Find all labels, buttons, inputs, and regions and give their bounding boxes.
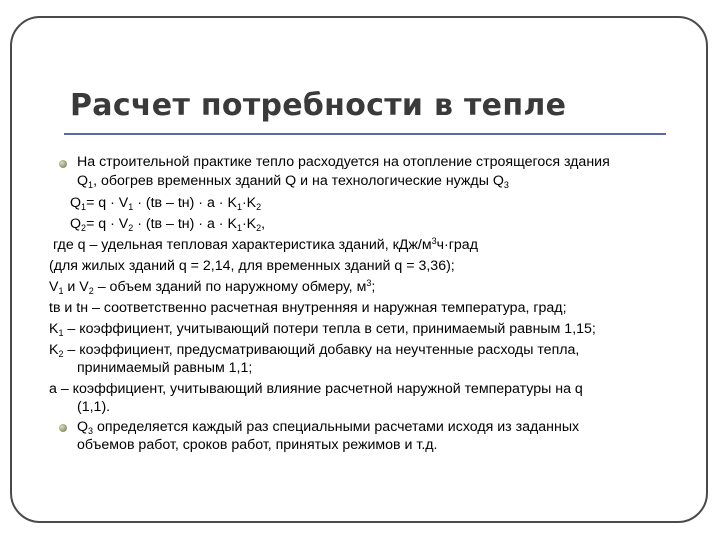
- subscript: 2: [81, 223, 87, 233]
- subscript: 2: [88, 286, 94, 296]
- text-run: ·K: [241, 195, 257, 211]
- text-run: где q – удельная тепловая характеристика зданий, кДж/м: [53, 237, 432, 253]
- subscript: 2: [128, 223, 134, 233]
- text-run: ·K: [241, 216, 257, 232]
- text-run: , обогрев временных зданий Q и на технологические нужды Q: [93, 173, 504, 189]
- text-line: [77, 417, 579, 437]
- subscript: 2: [256, 223, 262, 233]
- text-line: [77, 358, 252, 378]
- subscript: 1: [88, 180, 94, 190]
- subscript: 3: [88, 426, 94, 436]
- text-run: объемов работ, сроков работ, принятых режимов и т.д.: [77, 437, 438, 453]
- text-run: a – коэффициент, учитывающий влияние расчетной наружной температуры на q: [49, 381, 583, 397]
- subscript: 1: [236, 202, 242, 212]
- formula-q1: [70, 193, 261, 213]
- text-run: – коэффициент, учитывающий потери тепла в сети, принимаемый равным 1,15;: [63, 321, 596, 337]
- text-line: [77, 397, 110, 417]
- slide-title: Расчет потребности в тепле: [70, 88, 567, 123]
- text-run: – коэффициент, предусматривающий добавку на неучтенные расходы тепла,: [63, 342, 580, 358]
- subscript: 1: [81, 202, 87, 212]
- text-run: Q: [77, 173, 89, 189]
- text-run: = q · V: [86, 195, 129, 211]
- subscript: 1: [236, 223, 242, 233]
- formula-q2: [70, 214, 265, 234]
- text-line: [53, 235, 478, 255]
- text-line: [77, 152, 610, 172]
- text-run: На строительной практике тепло расходуется на отопление строящегося здания: [77, 154, 610, 170]
- text-run: Q: [70, 195, 82, 211]
- text-run: = q · V: [86, 216, 129, 232]
- bullet-icon: [59, 160, 67, 168]
- text-run: – объем зданий по наружному обмеру, м: [93, 279, 367, 295]
- text-line: [49, 298, 567, 318]
- subscript: 2: [58, 349, 64, 359]
- text-line: [49, 319, 596, 339]
- superscript: 3: [366, 278, 372, 288]
- text-run: ;: [371, 279, 376, 295]
- subscript: 3: [503, 180, 509, 190]
- text-line: [77, 171, 509, 191]
- text-run: K: [49, 321, 59, 337]
- text-run: K: [49, 342, 59, 358]
- text-run: · (tв – tн) · a · K: [133, 216, 237, 232]
- text-run: принимаемый равным 1,1;: [77, 360, 253, 376]
- text-run: ,: [261, 216, 266, 232]
- text-run: (1,1).: [77, 399, 111, 415]
- text-run: V: [49, 279, 59, 295]
- text-line: [49, 340, 579, 360]
- text-line: [77, 435, 437, 455]
- text-run: и V: [63, 279, 89, 295]
- text-run: tв и tн – соответственно расчетная внутренняя и наружная температура, град;: [49, 300, 567, 316]
- text-run: (для жилых зданий q = 2,14, для временных зданий q = 3,36);: [49, 258, 455, 274]
- subscript: 1: [128, 202, 134, 212]
- text-run: Q: [70, 216, 82, 232]
- subscript: 1: [58, 328, 64, 338]
- text-line: [49, 379, 583, 399]
- bullet-icon: [59, 424, 67, 432]
- text-line: [49, 277, 375, 297]
- text-run: ч·град: [436, 237, 478, 253]
- text-run: · (tв – tн) · a · K: [133, 195, 237, 211]
- text-line: [49, 256, 455, 276]
- text-run: Q: [77, 419, 89, 435]
- text-run: определяется каждый раз специальными расчетами исходя из заданных: [93, 419, 580, 435]
- subscript: 1: [58, 286, 64, 296]
- subscript: 2: [256, 202, 262, 212]
- superscript: 3: [431, 236, 437, 246]
